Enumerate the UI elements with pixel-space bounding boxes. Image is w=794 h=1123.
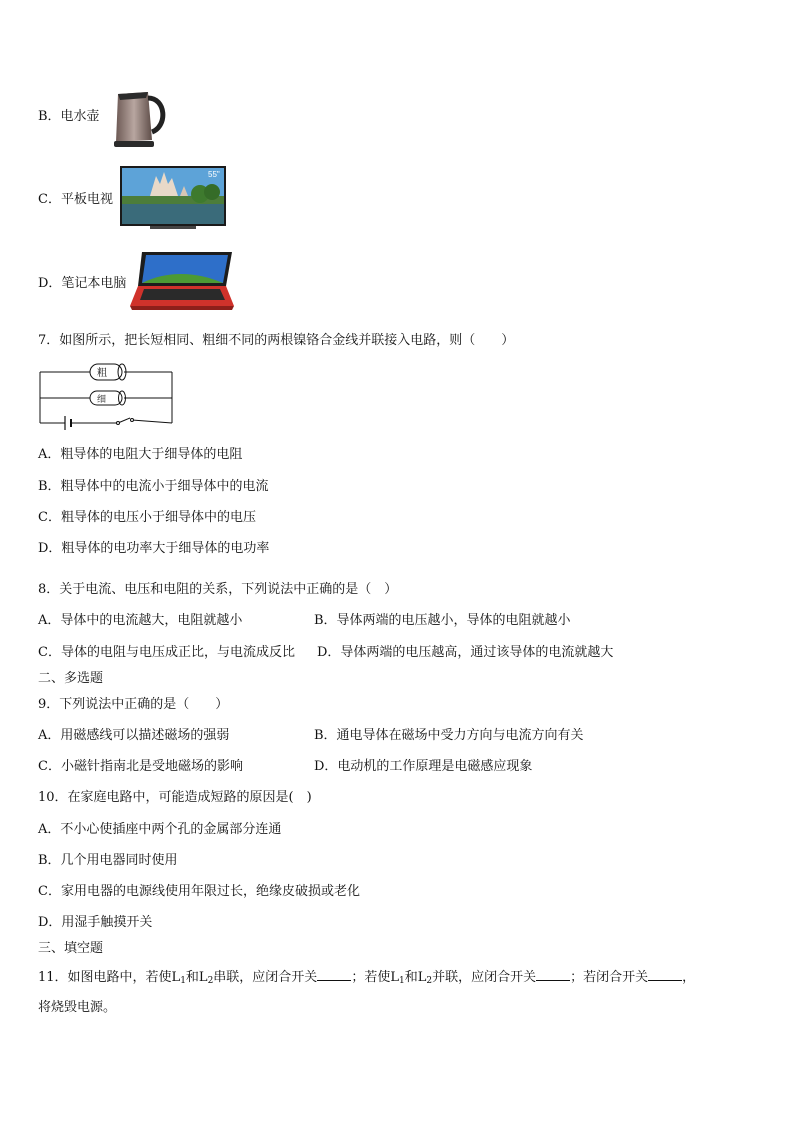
flat-tv-image [120, 166, 226, 232]
q8-stem: 8．关于电流、电压和电阻的关系，下列说法中正确的是（ ） [38, 582, 398, 597]
section-fill-in: 三、填空题 [38, 941, 104, 956]
q11-part: 并联，应闭合开关 [432, 970, 537, 985]
q11-part: 和L [185, 970, 208, 985]
q8-option-c: C．导体的电阻与电压成正比，与电流成反比 [38, 645, 295, 660]
q7-option-d: D．粗导体的电功率大于细导体的电功率 [38, 541, 270, 556]
answer-blank[interactable] [317, 968, 351, 981]
q11-part: ， [682, 970, 696, 985]
q9-option-c: C．小磁针指南北是受地磁场的影响 [38, 759, 243, 774]
q11-part: 串联，应闭合开关 [213, 970, 318, 985]
q10-option-d: D．用湿手触摸开关 [38, 915, 153, 930]
q11-stem [38, 968, 695, 989]
q10-option-b: B．几个用电器同时使用 [38, 853, 178, 868]
subscript: 1 [180, 976, 186, 986]
q8-option-b: B．导体两端的电压越小，导体的电阻就越小 [314, 613, 571, 628]
q9-stem: 9．下列说法中正确的是（ ） [38, 697, 229, 712]
q8-option-d: D．导体两端的电压越高，通过该导体的电流就越大 [317, 645, 614, 660]
q7-circuit-diagram [38, 358, 174, 436]
thin-wire-label: 细 [97, 395, 107, 405]
q7-option-a: A．粗导体的电阻大于细导体的电阻 [38, 447, 243, 462]
q9-option-b: B．通电导体在磁场中受力方向与电流方向有关 [314, 728, 584, 743]
q6-option-c: C．平板电视 [38, 192, 113, 207]
electric-kettle-image [108, 86, 170, 150]
tv-size-label: 55" [208, 170, 220, 179]
q6-option-d: D．笔记本电脑 [38, 276, 127, 291]
q9-option-d: D．电动机的工作原理是电磁感应现象 [314, 759, 533, 774]
q7-option-c: C．粗导体的电压小于细导体中的电压 [38, 510, 256, 525]
q11-part: ；若使L [351, 970, 399, 985]
laptop-image [128, 250, 236, 312]
subscript: 2 [426, 976, 433, 986]
q11-line2: 将烧毁电源。 [38, 1000, 117, 1015]
q10-stem: 10．在家庭电路中，可能造成短路的原因是( ) [38, 790, 312, 805]
q11-part: 和L [404, 970, 427, 985]
q10-option-a: A．不小心使插座中两个孔的金属部分连通 [38, 822, 282, 837]
answer-blank[interactable] [536, 968, 570, 981]
q10-option-c: C．家用电器的电源线使用年限过长，绝缘皮破损或老化 [38, 884, 360, 899]
section-multiple-choice: 二、多选题 [38, 671, 104, 686]
q6-option-b: B．电水壶 [38, 109, 100, 124]
thick-wire-label: 粗 [97, 368, 107, 379]
subscript: 1 [398, 976, 405, 986]
subscript: 2 [207, 976, 214, 986]
q8-option-a: A．导体中的电流越大，电阻就越小 [38, 613, 243, 628]
q7-stem: 7．如图所示，把长短相同、粗细不同的两根镍铬合金线并联接入电路，则（ ） [38, 333, 515, 348]
q9-option-a: A．用磁感线可以描述磁场的强弱 [38, 728, 230, 743]
q11-part: 11．如图电路中，若使L [38, 970, 181, 985]
answer-blank[interactable] [648, 968, 682, 981]
q7-option-b: B．粗导体中的电流小于细导体中的电流 [38, 479, 269, 494]
q11-part: ；若闭合开关 [570, 970, 649, 985]
